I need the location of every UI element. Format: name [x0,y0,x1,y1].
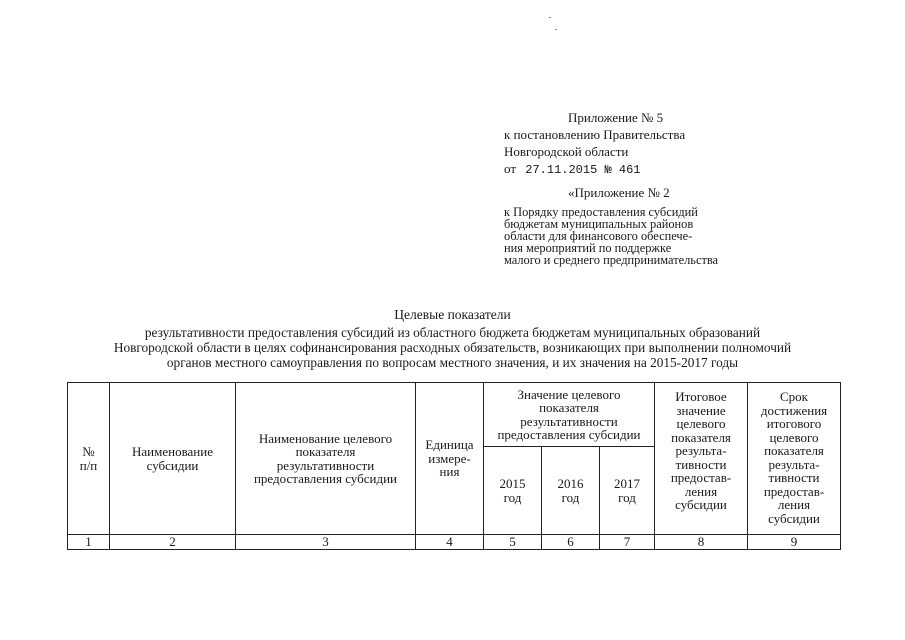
date-and-number: 27.11.2015 № 461 [525,163,641,177]
header-cell-year-2016: 2016 год [542,447,600,535]
header-cell-indicator-name: Наименование целевого показателя результативности предоставления субсидии [236,383,416,535]
indicators-table [67,382,841,550]
appendix2-line: ния мероприятий по поддержке [504,241,672,255]
decree-date [504,161,640,178]
appendix2-line: бюджетам муниципальных районов [504,217,694,231]
date-prefix: от [504,161,517,176]
document-subtitle-line: Новгородской области в целях софинансирования расходных обязательств, возникающих при выполнении полномочий [113,340,792,355]
header-cell-unit: Единица измере- ния [416,383,484,535]
header-cell-target-values: Значение целевого показателя результативности предоставления субсидии [484,383,655,447]
column-number-row [68,535,841,550]
column-number-cell: 1 [68,535,110,550]
appendix2-line: области для финансового обеспече- [504,229,693,243]
appendix2-line: малого и среднего предпринимательства [504,253,719,267]
header-cell-final-value: Итоговое значение целевого показателя результа- тивности предостав- ления субсидии [655,383,748,535]
region-name: Новгородской области [504,144,629,159]
column-number-cell: 4 [416,535,484,550]
decree-reference: к постановлению Правительства [504,127,686,142]
column-number-cell: 6 [542,535,600,550]
appendix2-line: к Порядку предоставления субсидий [504,205,698,219]
document-subtitle-line: результативности предоставления субсидий из областного бюджета бюджетам муниципальных образований [144,325,761,340]
header-cell-number: № п/п [68,383,110,535]
appendix-title: Приложение № 5 [568,110,664,125]
appendix2-title: «Приложение № 2 [568,185,670,200]
column-number-cell: 8 [655,535,748,550]
column-number-cell: 2 [110,535,236,550]
scan-speck [555,29,557,30]
header-cell-deadline: Срок достижения итогового целевого показателя результа- тивности предостав- ления субсидии [748,383,841,535]
document-title: Целевые показатели [394,307,511,322]
header-cell-year-2015: 2015 год [484,447,542,535]
document-subtitle-line: органов местного самоуправления по вопросам местного значения, и их значения на 2015-2017 годы [166,355,739,370]
column-number-cell: 7 [600,535,655,550]
header-cell-subsidy-name: Наименование субсидии [110,383,236,535]
column-number-cell: 3 [236,535,416,550]
column-number-cell: 9 [748,535,841,550]
column-number-cell: 5 [484,535,542,550]
header-cell-year-2017: 2017 год [600,447,655,535]
scan-speck [549,17,551,18]
